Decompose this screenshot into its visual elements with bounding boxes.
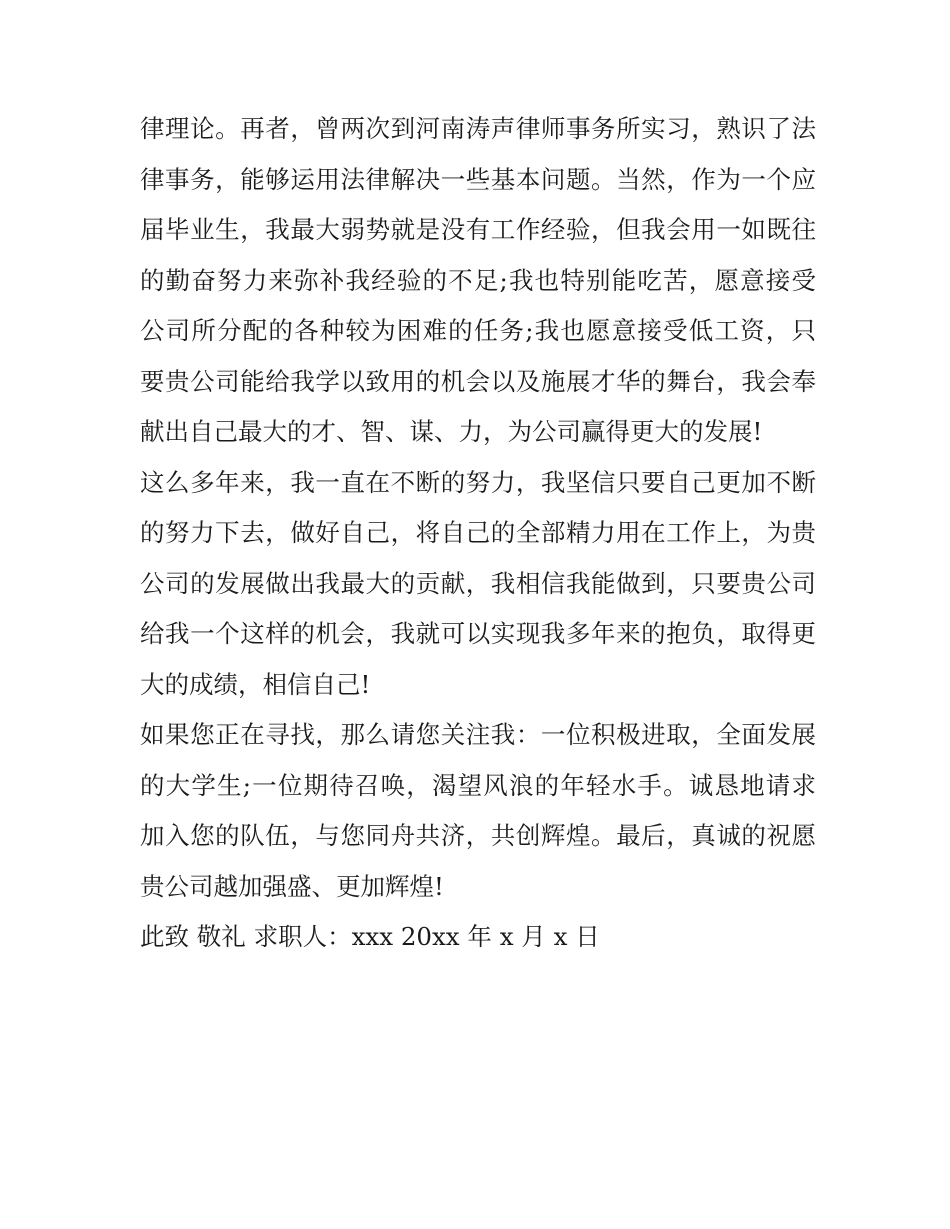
text-line: 公司所分配的各种较为困难的任务;我也愿意接受低工资，只 xyxy=(140,316,816,345)
text-line: 律事务，能够运用法律解决一些基本问题。当然，作为一个应 xyxy=(140,164,816,194)
text-line: 给我一个这样的机会，我就可以实现我多年来的抱负，取得更 xyxy=(140,619,816,648)
text-line: 的努力下去，做好自己，将自己的全部精力用在工作上，为贵 xyxy=(140,518,816,547)
text-line: 加入您的队伍，与您同舟共济，共创辉煌。最后，真诚的祝愿 xyxy=(140,821,816,850)
text-line: 如果您正在寻找，那么请您关注我：一位积极进取，全面发展 xyxy=(140,720,816,749)
text-line: 律理论。再者，曾两次到河南涛声律师事务所实习，熟识了法 xyxy=(140,114,816,143)
letter-body xyxy=(140,104,816,963)
text-line: 大的成绩，相信自己! xyxy=(140,669,371,699)
text-line: 贵公司越加强盛、更加辉煌! xyxy=(140,871,444,901)
text-line: 公司的发展做出我最大的贡献，我相信我能做到，只要贵公司 xyxy=(140,568,816,598)
text-line: 届毕业生，我最大弱势就是没有工作经验，但我会用一如既往 xyxy=(140,215,816,244)
text-line: 献出自己最大的才、智、谋、力，为公司赢得更大的发展! xyxy=(140,417,763,446)
text-line: 的大学生;一位期待召唤，渴望风浪的年轻水手。诚恳地请求 xyxy=(140,770,816,800)
text-line: 要贵公司能给我学以致用的机会以及施展才华的舞台，我会奉 xyxy=(140,366,816,396)
signature-line: 此致 敬礼 求职人：xxx 20xx 年 x 月 x 日 xyxy=(140,922,600,951)
text-line: 这么多年来，我一直在不断的努力，我坚信只要自己更加不断 xyxy=(140,467,816,497)
text-line: 的勤奋努力来弥补我经验的不足;我也特别能吃苦，愿意接受 xyxy=(140,265,816,295)
